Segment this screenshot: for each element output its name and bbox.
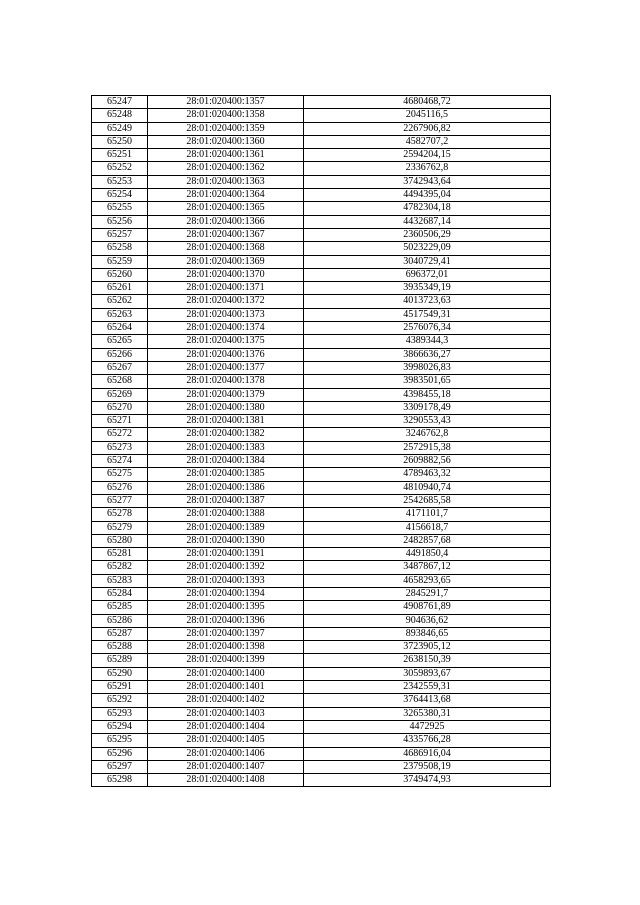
table-row <box>92 534 551 547</box>
table-row <box>92 707 551 720</box>
row-number-cell: 65273 <box>92 441 148 454</box>
row-number-cell: 65290 <box>92 667 148 680</box>
cadastral-number-cell: 28:01:020400:1392 <box>148 561 304 574</box>
cadastral-number-cell: 28:01:020400:1362 <box>148 162 304 175</box>
row-number-cell: 65263 <box>92 308 148 321</box>
cadastral-value-cell: 3265380,31 <box>304 707 551 720</box>
row-number-cell: 65282 <box>92 561 148 574</box>
row-number-cell: 65272 <box>92 428 148 441</box>
table-row <box>92 667 551 680</box>
cadastral-number-cell: 28:01:020400:1364 <box>148 189 304 202</box>
cadastral-number-cell: 28:01:020400:1360 <box>148 135 304 148</box>
table-row <box>92 322 551 335</box>
cadastral-value-cell: 4582707,2 <box>304 135 551 148</box>
cadastral-value-cell: 2572915,38 <box>304 441 551 454</box>
row-number-cell: 65256 <box>92 215 148 228</box>
table-row <box>92 375 551 388</box>
table-row <box>92 282 551 295</box>
cadastral-value-cell: 3935349,19 <box>304 282 551 295</box>
table-row <box>92 401 551 414</box>
row-number-cell: 65298 <box>92 774 148 787</box>
cadastral-value-cell: 3866636,27 <box>304 348 551 361</box>
row-number-cell: 65262 <box>92 295 148 308</box>
row-number-cell: 65286 <box>92 614 148 627</box>
table-row <box>92 681 551 694</box>
row-number-cell: 65254 <box>92 189 148 202</box>
table-row <box>92 481 551 494</box>
row-number-cell: 65277 <box>92 494 148 507</box>
cadastral-number-cell: 28:01:020400:1368 <box>148 242 304 255</box>
row-number-cell: 65279 <box>92 521 148 534</box>
cadastral-value-cell: 2542685,58 <box>304 494 551 507</box>
table-row <box>92 574 551 587</box>
table-row <box>92 149 551 162</box>
cadastral-value-cell: 4398455,18 <box>304 388 551 401</box>
table-row <box>92 468 551 481</box>
row-number-cell: 65252 <box>92 162 148 175</box>
cadastral-number-cell: 28:01:020400:1383 <box>148 441 304 454</box>
table-body <box>92 96 551 787</box>
row-number-cell: 65269 <box>92 388 148 401</box>
row-number-cell: 65259 <box>92 255 148 268</box>
table-row <box>92 614 551 627</box>
table-row <box>92 189 551 202</box>
cadastral-value-cell: 3309178,49 <box>304 401 551 414</box>
row-number-cell: 65249 <box>92 122 148 135</box>
table-row <box>92 561 551 574</box>
cadastral-number-cell: 28:01:020400:1389 <box>148 521 304 534</box>
cadastral-value-cell: 4494395,04 <box>304 189 551 202</box>
table-row <box>92 348 551 361</box>
table-row <box>92 242 551 255</box>
cadastral-value-cell: 3749474,93 <box>304 774 551 787</box>
cadastral-number-cell: 28:01:020400:1380 <box>148 401 304 414</box>
row-number-cell: 65253 <box>92 175 148 188</box>
row-number-cell: 65283 <box>92 574 148 587</box>
table-row <box>92 122 551 135</box>
table-row <box>92 162 551 175</box>
table-row <box>92 135 551 148</box>
row-number-cell: 65257 <box>92 228 148 241</box>
table-row <box>92 295 551 308</box>
cadastral-value-cell: 4156618,7 <box>304 521 551 534</box>
cadastral-value-cell: 2594204,15 <box>304 149 551 162</box>
table-row <box>92 734 551 747</box>
cadastral-value-cell: 4335766,28 <box>304 734 551 747</box>
table-row <box>92 494 551 507</box>
row-number-cell: 65260 <box>92 268 148 281</box>
cadastral-number-cell: 28:01:020400:1363 <box>148 175 304 188</box>
table-row <box>92 335 551 348</box>
row-number-cell: 65291 <box>92 681 148 694</box>
cadastral-value-cell: 2845291,7 <box>304 587 551 600</box>
table-row <box>92 202 551 215</box>
cadastral-number-cell: 28:01:020400:1366 <box>148 215 304 228</box>
table-row <box>92 255 551 268</box>
table-row <box>92 455 551 468</box>
cadastral-number-cell: 28:01:020400:1407 <box>148 760 304 773</box>
cadastral-number-cell: 28:01:020400:1379 <box>148 388 304 401</box>
cadastral-value-cell: 2638150,39 <box>304 654 551 667</box>
cadastral-number-cell: 28:01:020400:1394 <box>148 587 304 600</box>
cadastral-number-cell: 28:01:020400:1400 <box>148 667 304 680</box>
row-number-cell: 65276 <box>92 481 148 494</box>
table-row <box>92 415 551 428</box>
cadastral-value-cell: 4171101,7 <box>304 508 551 521</box>
cadastral-number-cell: 28:01:020400:1375 <box>148 335 304 348</box>
cadastral-number-cell: 28:01:020400:1401 <box>148 681 304 694</box>
cadastral-number-cell: 28:01:020400:1373 <box>148 308 304 321</box>
row-number-cell: 65296 <box>92 747 148 760</box>
table-row <box>92 641 551 654</box>
cadastral-number-cell: 28:01:020400:1385 <box>148 468 304 481</box>
table-row <box>92 228 551 241</box>
cadastral-number-cell: 28:01:020400:1403 <box>148 707 304 720</box>
cadastral-value-cell: 3290553,43 <box>304 415 551 428</box>
row-number-cell: 65297 <box>92 760 148 773</box>
cadastral-number-cell: 28:01:020400:1399 <box>148 654 304 667</box>
cadastral-number-cell: 28:01:020400:1370 <box>148 268 304 281</box>
cadastral-number-cell: 28:01:020400:1369 <box>148 255 304 268</box>
cadastral-value-cell: 4782304,18 <box>304 202 551 215</box>
cadastral-value-cell: 4658293,65 <box>304 574 551 587</box>
row-number-cell: 65267 <box>92 361 148 374</box>
cadastral-value-cell: 3742943,64 <box>304 175 551 188</box>
cadastral-value-cell: 4908761,89 <box>304 601 551 614</box>
cadastral-number-cell: 28:01:020400:1382 <box>148 428 304 441</box>
cadastral-value-cell: 2336762,8 <box>304 162 551 175</box>
cadastral-number-cell: 28:01:020400:1371 <box>148 282 304 295</box>
cadastral-number-cell: 28:01:020400:1377 <box>148 361 304 374</box>
cadastral-number-cell: 28:01:020400:1406 <box>148 747 304 760</box>
cadastral-value-cell: 3487867,12 <box>304 561 551 574</box>
cadastral-number-cell: 28:01:020400:1397 <box>148 627 304 640</box>
cadastral-number-cell: 28:01:020400:1386 <box>148 481 304 494</box>
table-row <box>92 215 551 228</box>
cadastral-value-cell: 4389344,3 <box>304 335 551 348</box>
cadastral-value-cell: 2379508,19 <box>304 760 551 773</box>
cadastral-value-cell: 3246762,8 <box>304 428 551 441</box>
table-row <box>92 521 551 534</box>
cadastral-number-cell: 28:01:020400:1359 <box>148 122 304 135</box>
cadastral-number-cell: 28:01:020400:1367 <box>148 228 304 241</box>
cadastral-number-cell: 28:01:020400:1395 <box>148 601 304 614</box>
cadastral-number-cell: 28:01:020400:1398 <box>148 641 304 654</box>
table-row <box>92 587 551 600</box>
cadastral-value-cell: 2360506,29 <box>304 228 551 241</box>
row-number-cell: 65268 <box>92 375 148 388</box>
row-number-cell: 65250 <box>92 135 148 148</box>
row-number-cell: 65284 <box>92 587 148 600</box>
cadastral-value-table <box>91 95 551 787</box>
cadastral-number-cell: 28:01:020400:1365 <box>148 202 304 215</box>
row-number-cell: 65281 <box>92 548 148 561</box>
cadastral-value-cell: 4810940,74 <box>304 481 551 494</box>
cadastral-number-cell: 28:01:020400:1408 <box>148 774 304 787</box>
cadastral-value-cell: 4686916,04 <box>304 747 551 760</box>
table-row <box>92 654 551 667</box>
cadastral-value-cell: 2609882,56 <box>304 455 551 468</box>
table-row <box>92 388 551 401</box>
table-row <box>92 428 551 441</box>
cadastral-value-cell: 4013723,63 <box>304 295 551 308</box>
cadastral-number-cell: 28:01:020400:1391 <box>148 548 304 561</box>
cadastral-number-cell: 28:01:020400:1393 <box>148 574 304 587</box>
row-number-cell: 65278 <box>92 508 148 521</box>
row-number-cell: 65264 <box>92 322 148 335</box>
cadastral-number-cell: 28:01:020400:1378 <box>148 375 304 388</box>
cadastral-number-cell: 28:01:020400:1405 <box>148 734 304 747</box>
cadastral-value-cell: 3040729,41 <box>304 255 551 268</box>
cadastral-number-cell: 28:01:020400:1361 <box>148 149 304 162</box>
cadastral-value-cell: 3764413,68 <box>304 694 551 707</box>
table-row <box>92 308 551 321</box>
row-number-cell: 65251 <box>92 149 148 162</box>
row-number-cell: 65265 <box>92 335 148 348</box>
cadastral-number-cell: 28:01:020400:1390 <box>148 534 304 547</box>
table-row <box>92 694 551 707</box>
cadastral-value-cell: 4472925 <box>304 720 551 733</box>
row-number-cell: 65287 <box>92 627 148 640</box>
cadastral-value-cell: 2576076,34 <box>304 322 551 335</box>
row-number-cell: 65266 <box>92 348 148 361</box>
row-number-cell: 65261 <box>92 282 148 295</box>
table-row <box>92 361 551 374</box>
cadastral-value-cell: 4491850,4 <box>304 548 551 561</box>
table-row <box>92 720 551 733</box>
cadastral-value-cell: 3723905,12 <box>304 641 551 654</box>
cadastral-value-cell: 4517549,31 <box>304 308 551 321</box>
table-row <box>92 441 551 454</box>
table-row <box>92 96 551 109</box>
cadastral-number-cell: 28:01:020400:1384 <box>148 455 304 468</box>
cadastral-value-cell: 5023229,09 <box>304 242 551 255</box>
cadastral-value-cell: 3983501,65 <box>304 375 551 388</box>
cadastral-value-cell: 904636,62 <box>304 614 551 627</box>
row-number-cell: 65248 <box>92 109 148 122</box>
table-row <box>92 627 551 640</box>
row-number-cell: 65274 <box>92 455 148 468</box>
cadastral-number-cell: 28:01:020400:1388 <box>148 508 304 521</box>
cadastral-value-cell: 3998026,83 <box>304 361 551 374</box>
cadastral-number-cell: 28:01:020400:1381 <box>148 415 304 428</box>
row-number-cell: 65288 <box>92 641 148 654</box>
cadastral-number-cell: 28:01:020400:1372 <box>148 295 304 308</box>
cadastral-value-cell: 4432687,14 <box>304 215 551 228</box>
cadastral-number-cell: 28:01:020400:1374 <box>148 322 304 335</box>
cadastral-number-cell: 28:01:020400:1357 <box>148 96 304 109</box>
row-number-cell: 65247 <box>92 96 148 109</box>
table-row <box>92 774 551 787</box>
table-row <box>92 760 551 773</box>
cadastral-value-cell: 2342559,31 <box>304 681 551 694</box>
row-number-cell: 65280 <box>92 534 148 547</box>
row-number-cell: 65293 <box>92 707 148 720</box>
row-number-cell: 65271 <box>92 415 148 428</box>
row-number-cell: 65292 <box>92 694 148 707</box>
cadastral-value-cell: 4789463,32 <box>304 468 551 481</box>
table-row <box>92 747 551 760</box>
cadastral-number-cell: 28:01:020400:1404 <box>148 720 304 733</box>
table-row <box>92 268 551 281</box>
cadastral-number-cell: 28:01:020400:1396 <box>148 614 304 627</box>
row-number-cell: 65285 <box>92 601 148 614</box>
cadastral-value-cell: 4680468,72 <box>304 96 551 109</box>
cadastral-number-cell: 28:01:020400:1376 <box>148 348 304 361</box>
row-number-cell: 65258 <box>92 242 148 255</box>
cadastral-number-cell: 28:01:020400:1387 <box>148 494 304 507</box>
row-number-cell: 65289 <box>92 654 148 667</box>
table-row <box>92 508 551 521</box>
row-number-cell: 65255 <box>92 202 148 215</box>
cadastral-value-cell: 2482857,68 <box>304 534 551 547</box>
table-row <box>92 109 551 122</box>
cadastral-value-cell: 3059893,67 <box>304 667 551 680</box>
cadastral-number-cell: 28:01:020400:1358 <box>148 109 304 122</box>
cadastral-value-cell: 2045116,5 <box>304 109 551 122</box>
row-number-cell: 65270 <box>92 401 148 414</box>
cadastral-value-cell: 893846,65 <box>304 627 551 640</box>
table-row <box>92 548 551 561</box>
table-row <box>92 601 551 614</box>
cadastral-number-cell: 28:01:020400:1402 <box>148 694 304 707</box>
cadastral-value-cell: 2267906,82 <box>304 122 551 135</box>
table-row <box>92 175 551 188</box>
row-number-cell: 65295 <box>92 734 148 747</box>
cadastral-value-cell: 696372,01 <box>304 268 551 281</box>
row-number-cell: 65294 <box>92 720 148 733</box>
row-number-cell: 65275 <box>92 468 148 481</box>
